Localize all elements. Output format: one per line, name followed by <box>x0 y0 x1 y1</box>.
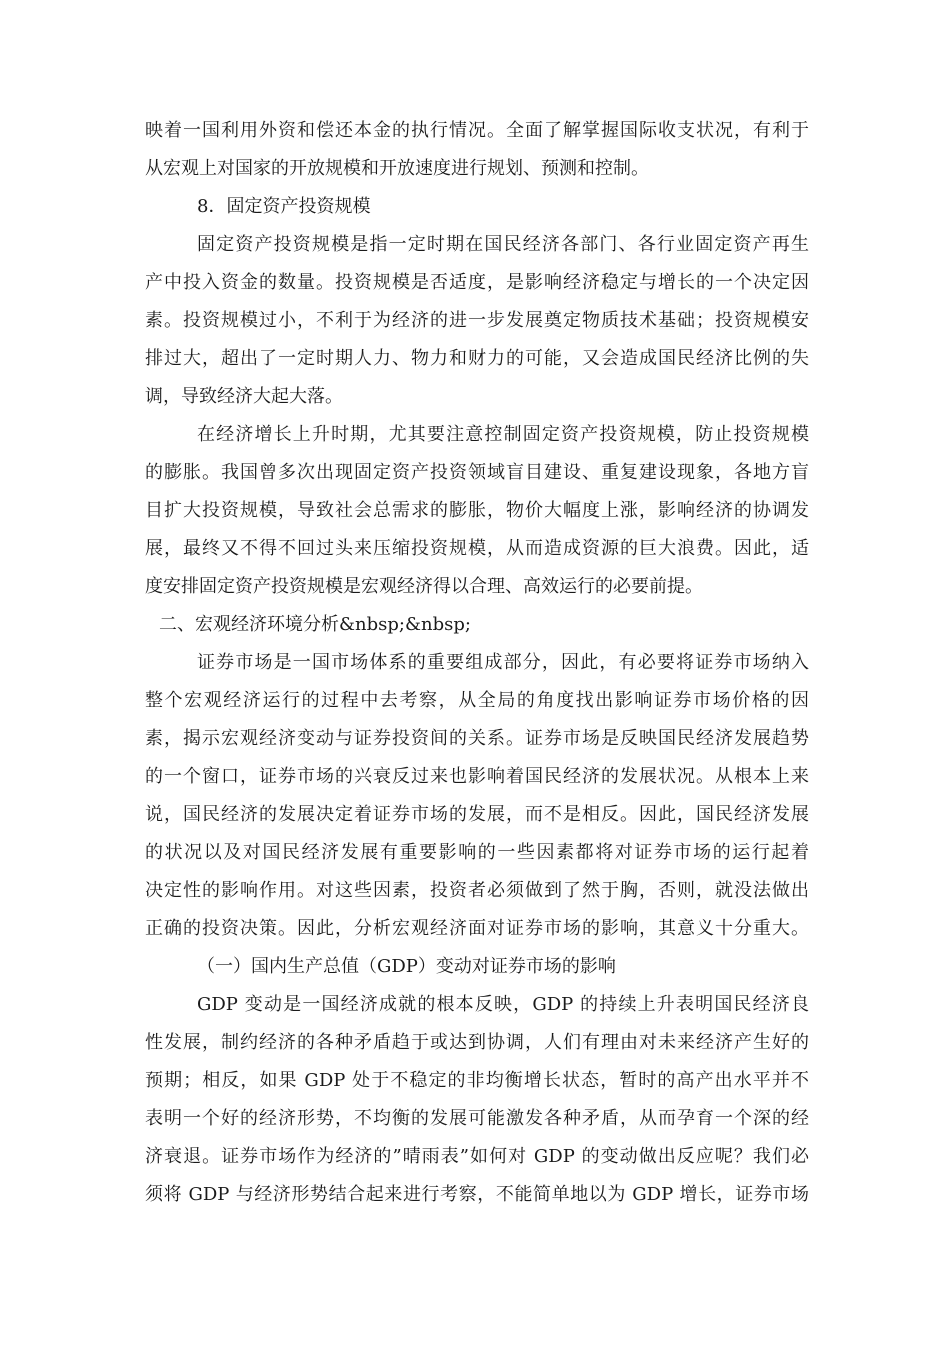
section-heading-gdp <box>145 948 809 986</box>
section-heading-8 <box>145 188 809 226</box>
heading-line: 二、宏观经济环境分析&nbsp;&nbsp; <box>159 614 471 635</box>
text-line: 济衰退。证券市场作为经济的”晴雨表”如何对 GDP 的变动做出反应呢？我们必 <box>145 1146 809 1167</box>
text-line: 说，国民经济的发展决定着证券市场的发展，而不是相反。因此，国民经济发展 <box>145 804 809 825</box>
text-line: 调，导致经济大起大落。 <box>145 386 343 407</box>
text-line: 固定资产投资规模是指一定时期在国民经济各部门、各行业固定资产再生 <box>197 234 809 255</box>
text-line: 表明一个好的经济形势，不均衡的发展可能激发各种矛盾，从而孕育一个深的经 <box>145 1108 809 1129</box>
paragraph-securities-market <box>145 644 809 948</box>
heading-line: （一）国内生产总值（GDP）变动对证券市场的影响 <box>197 956 616 977</box>
text-line: 的状况以及对国民经济发展有重要影响的一些因素都将对证券市场的运行起着 <box>145 842 809 863</box>
text-line: 决定性的影响作用。对这些因素，投资者必须做到了然于胸，否则，就没法做出 <box>145 880 809 901</box>
text-line: 的膨胀。我国曾多次出现固定资产投资领域盲目建设、重复建设现象，各地方盲 <box>145 462 809 483</box>
text-line: 目扩大投资规模，导致社会总需求的膨胀，物价大幅度上涨，影响经济的协调发 <box>145 500 809 521</box>
text-line: 预期；相反，如果 GDP 处于不稳定的非均衡增长状态，暂时的高产出水平并不 <box>145 1070 809 1091</box>
text-line: GDP 变动是一国经济成就的根本反映，GDP 的持续上升表明国民经济良 <box>197 994 809 1015</box>
text-line: 排过大，超出了一定时期人力、物力和财力的可能，又会造成国民经济比例的失 <box>145 348 809 369</box>
paragraph-continuation <box>145 112 809 188</box>
text-line: 度安排固定资产投资规模是宏观经济得以合理、高效运行的必要前提。 <box>145 576 703 597</box>
paragraph-investment-scale <box>145 226 809 416</box>
text-line: 展，最终又不得不回过头来压缩投资规模，从而造成资源的巨大浪费。因此，适 <box>145 538 809 559</box>
text-line: 产中投入资金的数量。投资规模是否适度，是影响经济稳定与增长的一个决定因 <box>145 272 809 293</box>
section-heading-macro-analysis <box>145 606 809 644</box>
text-line: 的一个窗口，证券市场的兴衰反过来也影响着国民经济的发展状况。从根本上来 <box>145 766 809 787</box>
text-line: 素。投资规模过小，不利于为经济的进一步发展奠定物质技术基础；投资规模安 <box>145 310 809 331</box>
paragraph-growth-control <box>145 416 809 606</box>
text-line: 证券市场是一国市场体系的重要组成部分，因此，有必要将证券市场纳入 <box>197 652 809 673</box>
text-line: 从宏观上对国家的开放规模和开放速度进行规划、预测和控制。 <box>145 158 649 179</box>
text-line: 在经济增长上升时期，尤其要注意控制固定资产投资规模，防止投资规模 <box>197 424 809 445</box>
text-line: 须将 GDP 与经济形势结合起来进行考察，不能简单地以为 GDP 增长，证券市场 <box>145 1184 809 1205</box>
text-line: 素，揭示宏观经济变动与证券投资间的关系。证券市场是反映国民经济发展趋势 <box>145 728 809 749</box>
paragraph-gdp-change <box>145 986 809 1214</box>
document-page <box>145 112 809 1214</box>
text-line: 映着一国利用外资和偿还本金的执行情况。全面了解掌握国际收支状况，有利于 <box>145 120 809 141</box>
text-line: 正确的投资决策。因此，分析宏观经济面对证券市场的影响，其意义十分重大。 <box>145 918 809 939</box>
text-line: 性发展，制约经济的各种矛盾趋于或达到协调，人们有理由对未来经济产生好的 <box>145 1032 809 1053</box>
heading-line: 8．固定资产投资规模 <box>197 196 371 217</box>
text-line: 整个宏观经济运行的过程中去考察，从全局的角度找出影响证券市场价格的因 <box>145 690 809 711</box>
